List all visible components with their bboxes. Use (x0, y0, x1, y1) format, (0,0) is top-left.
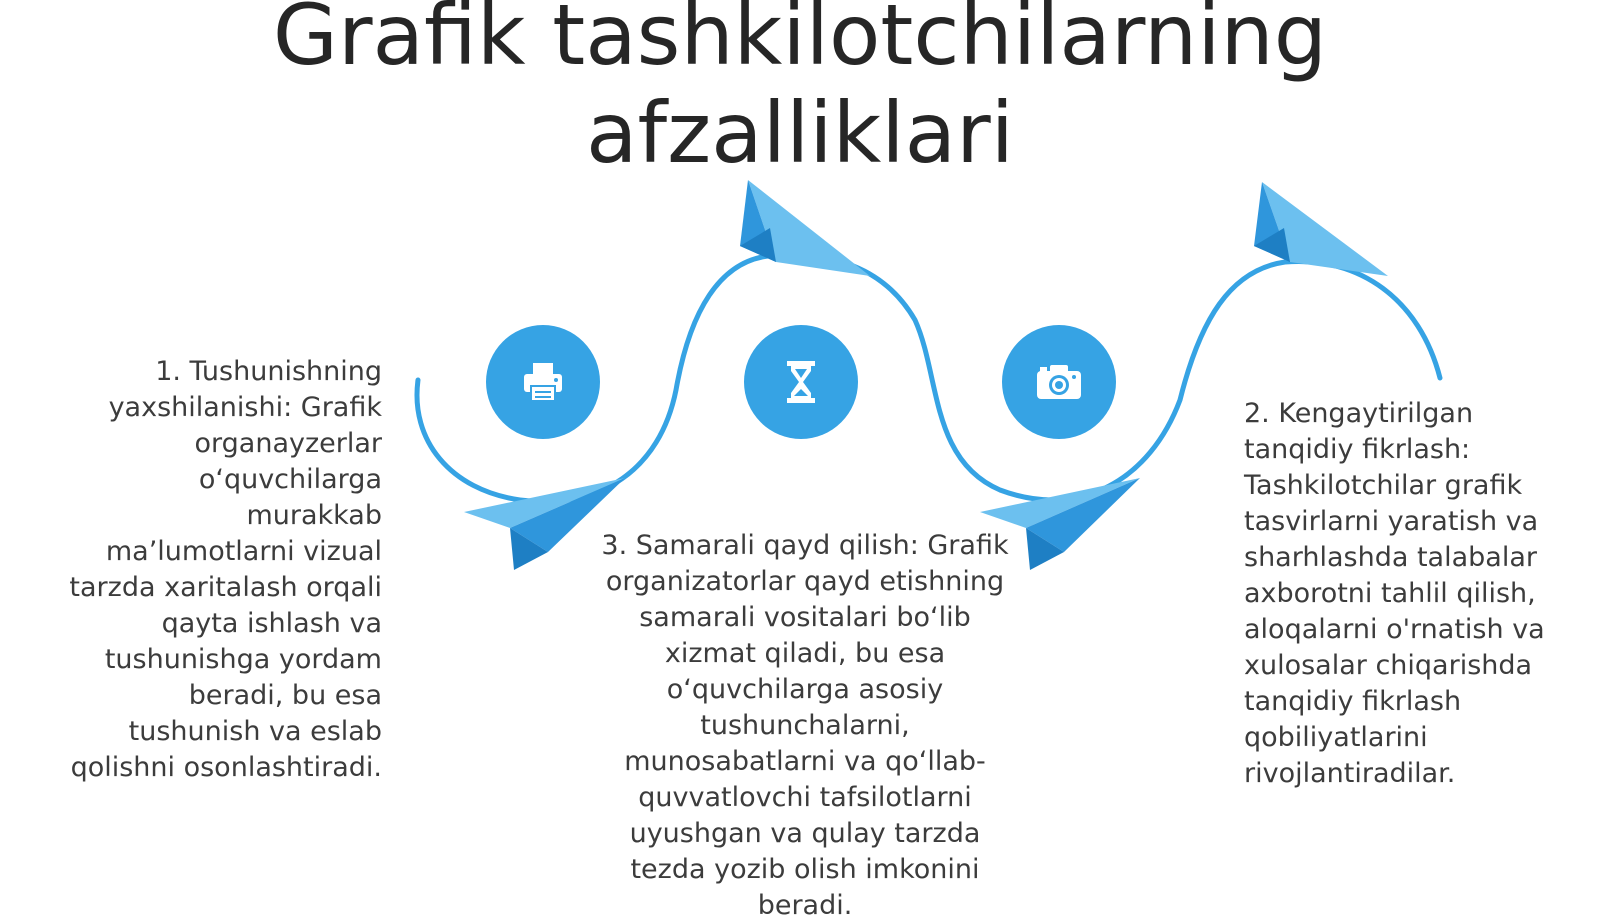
title-line-2: afzalliklari (586, 84, 1014, 182)
camera-icon-circle (1002, 325, 1116, 439)
hourglass-icon (781, 359, 821, 405)
camera-icon (1033, 361, 1085, 403)
hourglass-icon-circle (744, 325, 858, 439)
paper-plane-2 (740, 180, 870, 276)
point-3-text: 3. Samarali qayd qilish: Grafik organizatorlar qayd etishning samarali vositalari bo‘lib xizmat qiladi, bu esa o‘quvchilarga asosiy tushunchalarni, munosabatlarni va qo‘llab-quvvatlovchi tafsilotlarni uyushgan va qulay tarzda tezda yozib olish imkonini beradi. (601, 530, 1009, 921)
title-line-1: Grafik tashkilotchilarning (272, 0, 1328, 84)
point-1-text: 1. Tushunishning yaxshilanishi: Grafik organayzerlar o‘quvchilarga murakkab ma’lumotlarni vizual tarzda xaritalash orqali qayta ishlash va tushunishga yordam beradi, bu esa tushunish va eslab qolishni osonlashtiradi. (69, 356, 382, 783)
point-2-text: 2. Kengaytirilgan tanqidiy fikrlash: Tashkilotchilar grafik tasvirlarni yaratish va sharhlashda talabalar axborotni tahlil qilish, aloqalarni o'rnatish va xulosalar chiqarishda tanqidiy fikrlash qobiliyatlarini rivojlantiradilar. (1244, 398, 1545, 789)
printer-icon-circle (486, 325, 600, 439)
printer-icon (518, 357, 568, 407)
